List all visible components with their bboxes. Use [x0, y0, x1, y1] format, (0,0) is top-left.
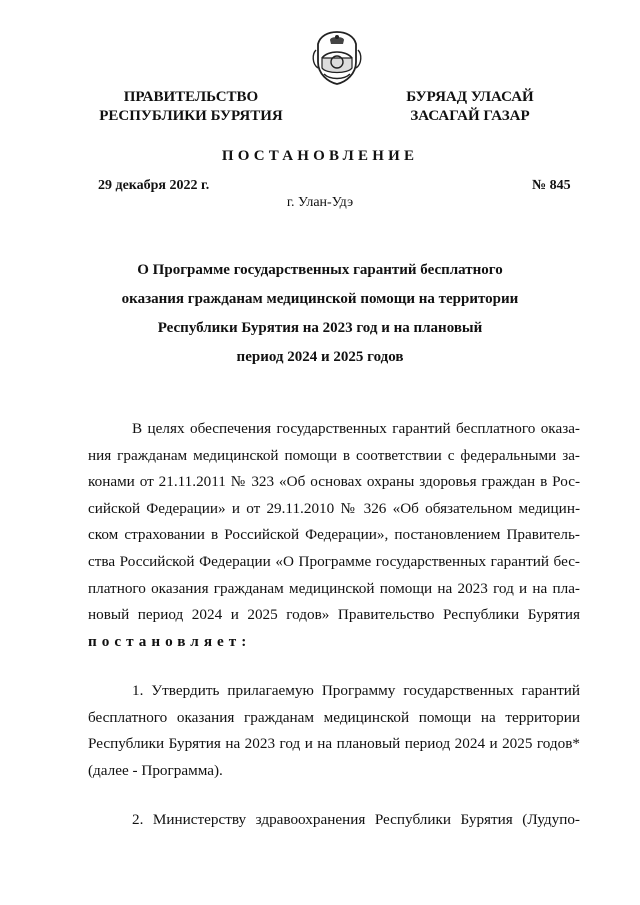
document-type-heading: ПОСТАНОВЛЕНИЕ: [221, 148, 419, 164]
preamble-line: конами от 21.11.2011 № 323 «Об основах охраны здоровья граждан в Рос-: [88, 473, 580, 491]
resolves-word: постановляет:: [88, 632, 252, 650]
header-right-line-2: ЗАСАГАЙ ГАЗАР: [410, 108, 530, 124]
preamble-line: новый период 2024 и 2025 годов» Правительство Республики Бурятия: [88, 606, 580, 624]
document-date: 29 декабря 2022 г.: [98, 178, 210, 193]
item-1-line: (далее - Программа).: [88, 761, 223, 779]
item-2-paragraph: [88, 807, 580, 834]
preamble-line: ства Российской Федерации «О Программе государственных гарантий бес-: [88, 552, 580, 570]
header-left-line-1: ПРАВИТЕЛЬСТВО: [123, 89, 259, 105]
preamble-line: ния гражданам медицинской помощи в соответствии с федеральными за-: [88, 446, 580, 464]
document-city: г. Улан-Удэ: [286, 195, 354, 210]
title-line: Республики Бурятия на 2023 год и на плановый: [157, 320, 483, 336]
item-1-paragraph: [88, 678, 580, 784]
coat-of-arms-emblem: [308, 28, 366, 86]
document-title: [100, 256, 540, 372]
preamble-line: ском страховании в Российской Федерации», постановлением Правитель-: [88, 526, 580, 544]
title-line: период 2024 и 2025 годов: [236, 349, 404, 365]
preamble-line: В целях обеспечения государственных гарантий бесплатного оказа-: [132, 420, 580, 437]
preamble-line: платного оказания гражданам медицинской помощи на 2023 год и на пла-: [88, 579, 580, 597]
item-2-line: 2. Министерству здравоохранения Республики Бурятия (Лудупо-: [132, 811, 580, 828]
header-right-line-1: БУРЯАД УЛАСАЙ: [406, 89, 534, 105]
header-right: [380, 88, 560, 126]
item-1-line: 1. Утвердить прилагаемую Программу государственных гарантий: [132, 682, 580, 699]
title-line: оказания гражданам медицинской помощи на территории: [121, 291, 519, 307]
document-number: № 845: [532, 178, 571, 193]
item-1-line: бесплатного оказания гражданам медицинской помощи на территории: [88, 708, 580, 726]
header-left-line-2: РЕСПУБЛИКИ БУРЯТИЯ: [99, 108, 283, 124]
header-left: [86, 88, 296, 126]
item-1-line: Республики Бурятия на 2023 год и на плановый период 2024 и 2025 годов*: [88, 735, 580, 753]
preamble-line: сийской Федерации» и от 29.11.2010 № 326 «Об обязательном медицин-: [88, 499, 580, 517]
title-line: О Программе государственных гарантий бесплатного: [137, 262, 503, 278]
preamble-paragraph: [88, 416, 580, 655]
